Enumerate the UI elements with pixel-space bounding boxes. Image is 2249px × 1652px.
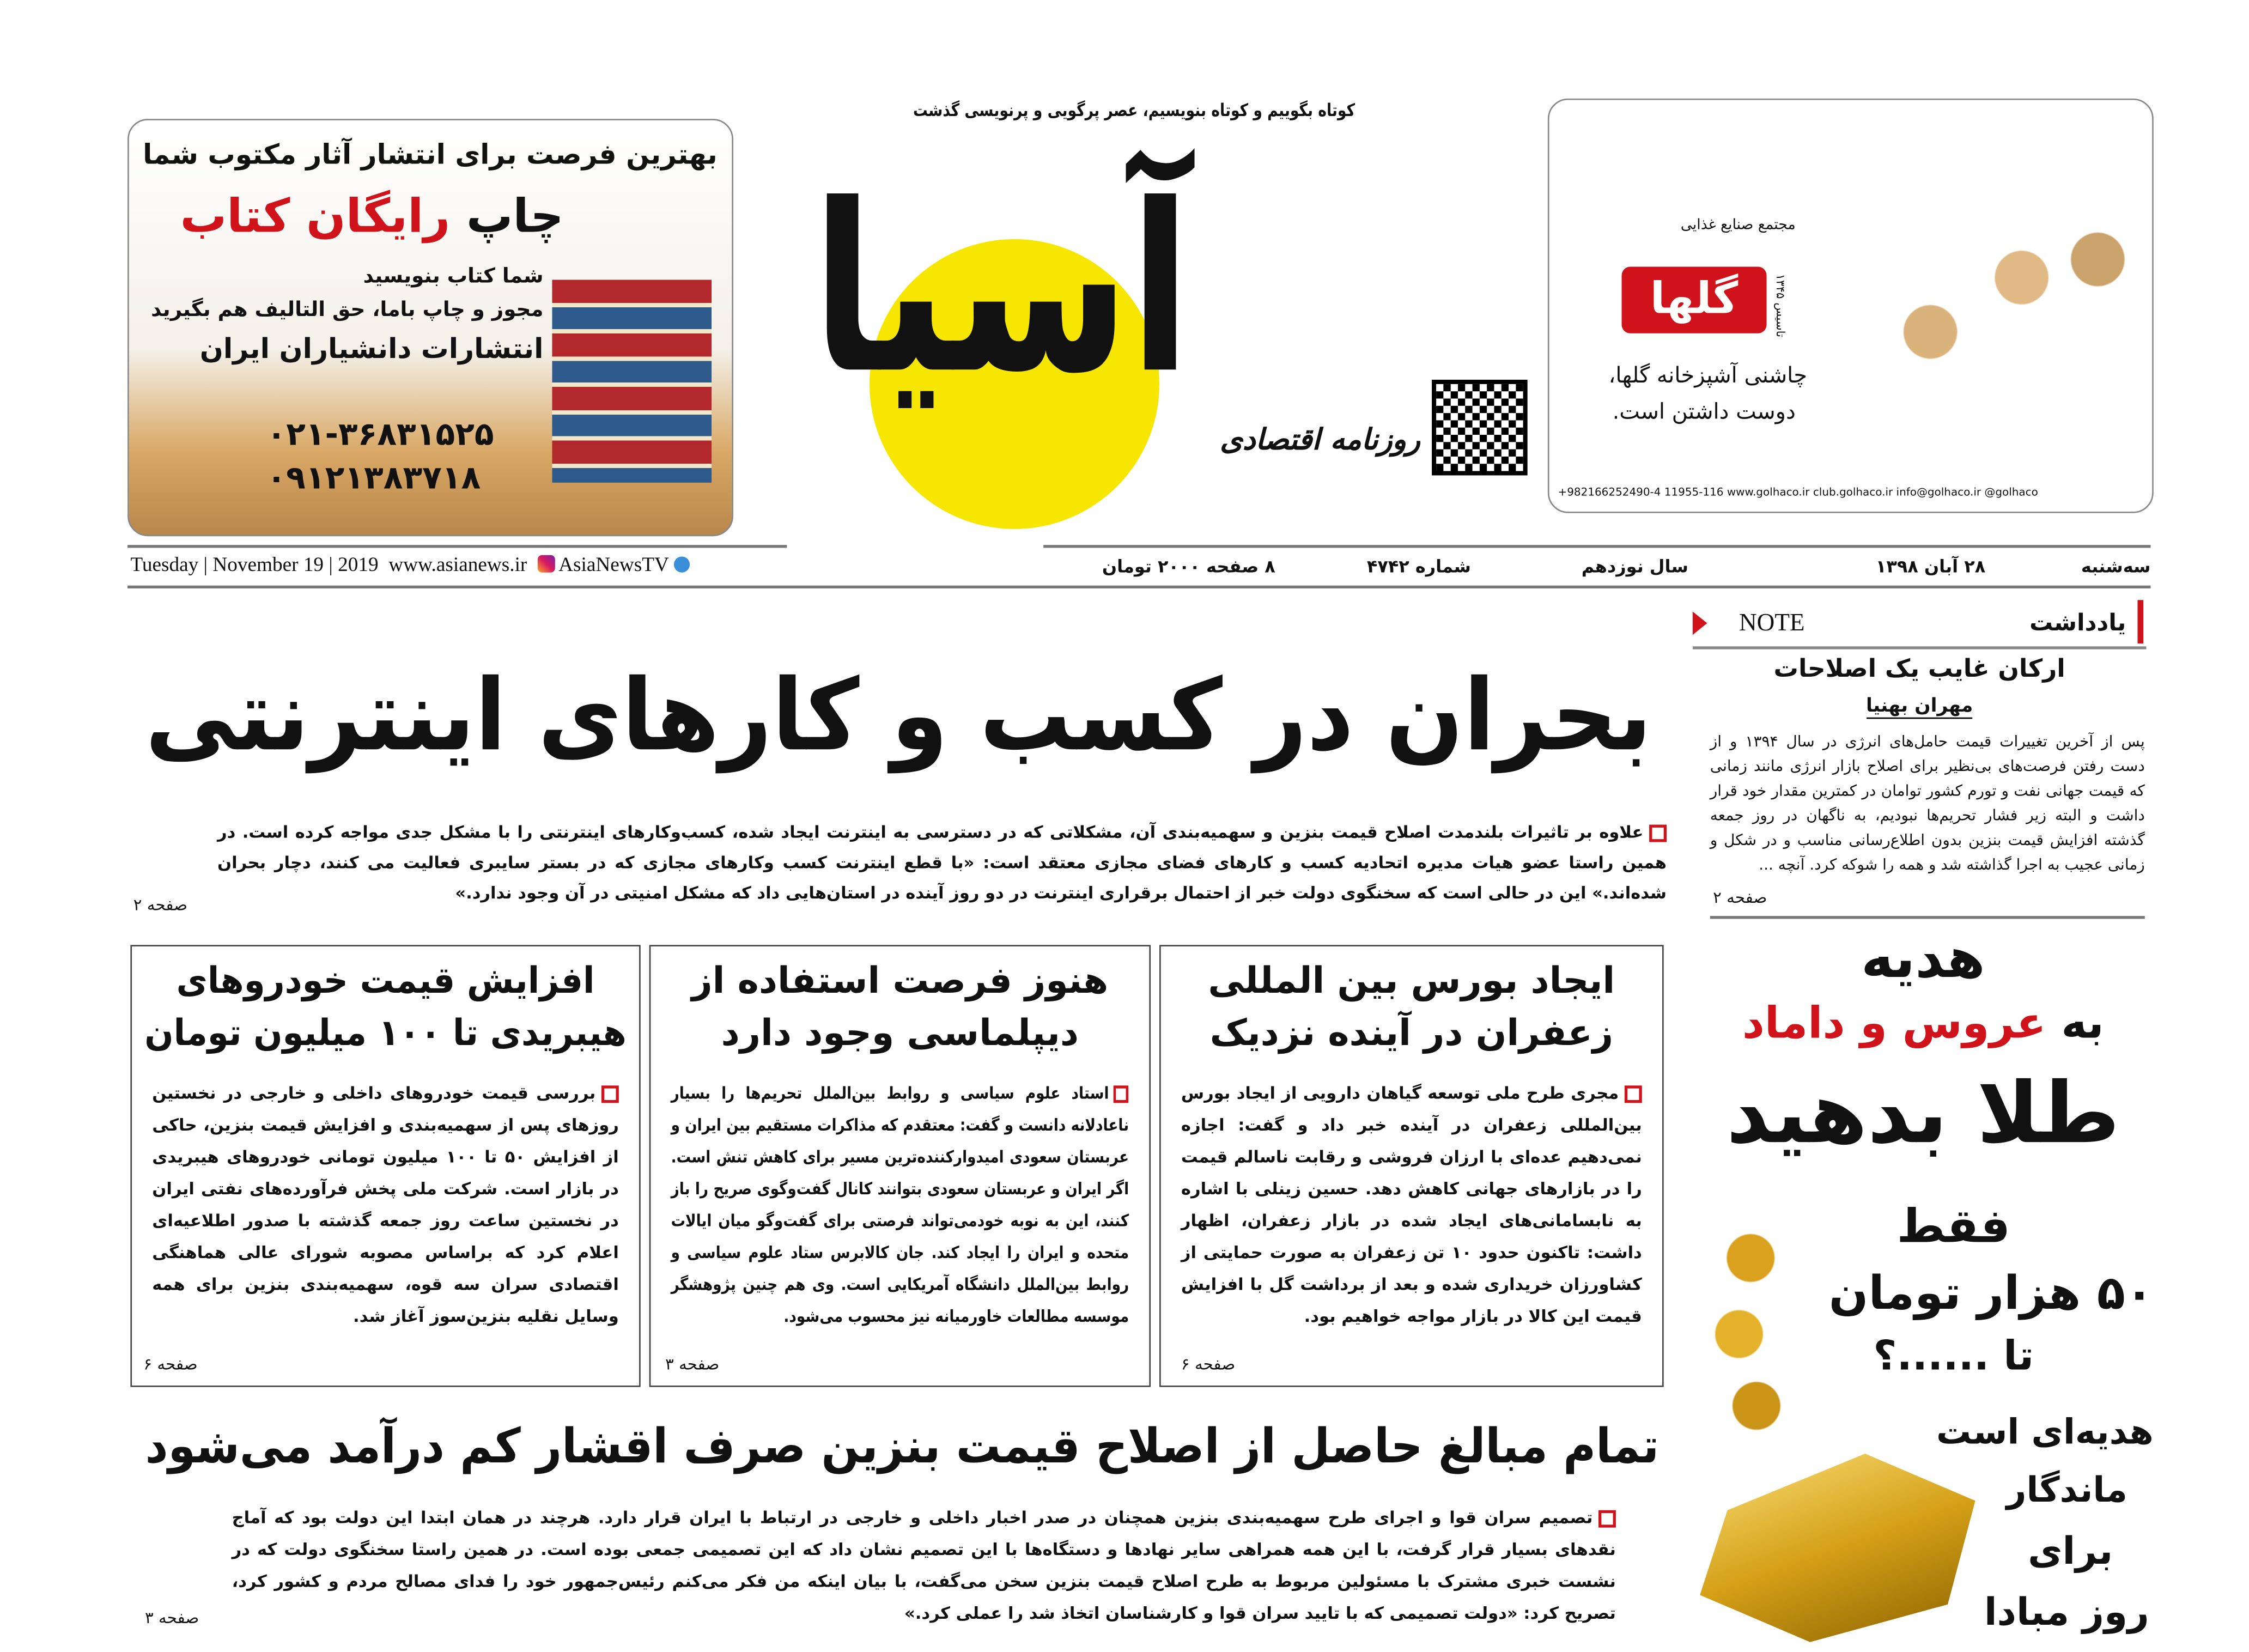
gold-ad-line3: طلا بدهید xyxy=(1726,1064,2120,1163)
instagram-icon xyxy=(537,555,555,573)
gold-ad-line1: هدیه xyxy=(1861,926,1985,990)
note-author xyxy=(1693,694,2147,720)
story-headline[interactable]: افزایش قیمت خودروهای هیبریدی تا ۱۰۰ میلیون تومان xyxy=(144,959,627,1054)
note-label-en: NOTE xyxy=(1739,609,1805,636)
lead-page-ref[interactable]: صفحه ۲ xyxy=(133,895,188,915)
qr-code[interactable] xyxy=(1432,380,1528,476)
bottom-body-text: تصمیم سران قوا و اجرای طرح سهمیه‌بندی بنزین همچنان در صدر اخبار داخلی و خارجی در ارتباط با ایران قرار دارد. هرچند در همان ابتدا این دولت بود که آماج نقدهای بسیار قرار گرفت، با این همه همراهی سایر نهادها و دستگاه‌ها با این تصمیم نشان داد که این تصمیمی جمعی بوده است. در همین راستا سخنگوی دولت که در نشست خبری مشترک با مسئولین مربوط به طرح اصلاح قیمت بنزین سخن می‌گفت، با بیان اینکه من فکر می‌کنم رئیس‌جمهور خود را فدای مصالح مردم و کشور کرد، تصریح کرد: «دولت تصمیمی که با تایید سران قوا و کارشناسان اتخاذ شد را عملی کرد.» xyxy=(232,1507,1616,1624)
bullet-icon xyxy=(1114,1085,1129,1102)
date-bar-left xyxy=(130,554,811,580)
divider xyxy=(127,545,787,548)
ad-book-title xyxy=(143,187,563,245)
books-image xyxy=(552,280,712,482)
golha-company: مجتمع صنایع غذایی xyxy=(1680,217,1796,234)
divider xyxy=(127,586,2150,588)
story-body-text: استاد علوم سیاسی و روابط بین‌الملل تحریم‌ها را بسیار ناعادلانه دانست و گفت: معتقدم که مذاکرات مستقیم بین ایران و عربستان سعودی امیدوارکننده‌ترین مسیر برای کاهش تنش است. اگر ایران و عربستان سعودی بتوانند کانال گفت‌وگوی صریح را باز کنند، این به نوبه خودمی‌تواند فرصتی برای گفت‌وگو میان ایالات متحده و ایران را ایجاد کند. جان کالابرس ستاد علوم سیاسی و روابط بین‌الملل دانشگاه آمریکایی است. وی هم چنین پژوهشگر موسسه مطالعات خاورمیانه نیز محسوب می‌شود. xyxy=(671,1083,1129,1326)
arrow-icon xyxy=(1693,612,1707,635)
divider xyxy=(1710,916,2145,919)
story-page-ref[interactable]: صفحه ۶ xyxy=(1181,1355,1236,1374)
story-hybrid-cars xyxy=(130,945,640,1387)
lead-body-text: علاوه بر تاثیرات بلندمدت اصلاح قیمت بنزین و سهمیه‌بندی آن، مشکلاتی که در دسترسی به اینترنت ایجاد شده، کسب‌وکارهای اینترنتی را با مشکل جدی مواجه کرده است. در همین راستا عضو هیات مدیره اتحادیه کسب و کارهای فضای مجازی معتقد است: «با قطع اینترنت کسب وکارهای مجازی که در بستر سایبری فعالیت می کنند، دچار بحران شده‌اند.» این در حالی است که سخنگوی دولت خبر از احتمال برقراری اینترنت در دو روز آینده در استان‌هایی داد که مشکل امنیتی در آن وجود ندارد.» xyxy=(217,822,1667,903)
gold-ad-line2 xyxy=(1693,997,2154,1052)
gold-ad-line7: هدیه‌ای است xyxy=(1936,1411,2154,1453)
note-author-name: مهران بهنیا xyxy=(1866,696,1973,719)
story-body-text: بررسی قیمت خودروهای داخلی و خارجی در نخستین روزهای پس از سهمیه‌بندی و افزایش قیمت بنزین، حاکی از افزایش ۵۰ تا ۱۰۰ میلیون تومانی خودروهای هیبریدی در بازار است. شرکت ملی پخش فرآورده‌های نفتی ایران در نخستین ساعت روز جمعه گذشته با صدور اطلاعیه‌ای اعلام کرد که براساس مصوبه شورای عالی هماهنگی اقتصادی سران سه قوه، سهمیه‌بندی بنزین برای همه وسایل نقلیه بنزین‌سوز آغاز شد. xyxy=(152,1083,619,1326)
gold-ad-line10: روز مبادا xyxy=(1984,1591,2149,1635)
gold-ad-line2-b: عروس و داماد xyxy=(1742,998,2046,1049)
story-body xyxy=(152,1077,619,1332)
story-body xyxy=(671,1077,1129,1332)
lead-headline[interactable]: بحران در کسب‌ و کارهای اینترنتی xyxy=(145,659,1652,774)
ad-book-title-a: چاپ xyxy=(466,188,564,244)
book-ad[interactable] xyxy=(127,119,733,536)
masthead-tagline: کوتاه بگوییم و کوتاه بنویسیم، عصر پرگویی و پرنویسی گذشت xyxy=(913,100,1356,120)
persian-date: ۲۸ آبان ۱۳۹۸ xyxy=(1875,556,1986,577)
ad-book-phone2: ۰۹۱۲۱۳۸۳۷۱۸ xyxy=(266,460,481,497)
note-title[interactable]: ارکان غایب یک اصلاحات xyxy=(1773,655,2065,684)
note-label-fa: یادداشت xyxy=(2029,609,2126,636)
story-page-ref[interactable]: صفحه ۶ xyxy=(143,1355,198,1374)
weekday: سه‌شنبه xyxy=(2081,556,2151,577)
story-headline[interactable]: ایجاد بورس بین المللی زعفران در آینده نزدیک xyxy=(1208,959,1615,1054)
gold-ad-line6: تا ......؟ xyxy=(1873,1332,2034,1380)
golha-logo: گلها xyxy=(1622,266,1767,333)
masthead-logo: آسیا xyxy=(812,153,1192,425)
verified-icon xyxy=(674,556,690,572)
bullet-icon xyxy=(601,1085,619,1102)
bullet-icon xyxy=(1649,824,1667,841)
bottom-body xyxy=(232,1502,1616,1629)
lead-body xyxy=(217,817,1667,909)
volume-year: سال نوزدهم xyxy=(1581,556,1688,577)
gold-ad-line4: فقط xyxy=(1897,1198,2010,1254)
bullet-icon xyxy=(1598,1509,1616,1527)
golha-since: تاسیس ۱۳۴۵ xyxy=(1773,274,1787,338)
story-diplomacy xyxy=(649,945,1151,1387)
story-saffron xyxy=(1159,945,1664,1387)
divider xyxy=(1043,545,2150,548)
gold-coins-image xyxy=(1693,1214,1809,1432)
story-page-ref[interactable]: صفحه ۳ xyxy=(665,1355,720,1374)
note-accent-bar xyxy=(2138,600,2144,643)
ad-book-title-b: رایگان کتاب xyxy=(180,188,451,244)
pages-price: ۸ صفحه ۲۰۰۰ تومان xyxy=(1102,556,1275,577)
ad-book-line1: بهترین فرصت برای انتشار آثار مکتوب شما xyxy=(143,139,718,171)
bottom-page-ref[interactable]: صفحه ۳ xyxy=(145,1608,199,1628)
note-header xyxy=(1693,600,2147,649)
bullet-icon xyxy=(1625,1085,1642,1102)
english-date: Tuesday | November 19 | 2019 xyxy=(130,555,379,577)
gold-ad-line8: ماندگار xyxy=(2006,1469,2128,1510)
ad-book-publisher: انتشارات دانشیاران ایران xyxy=(199,333,544,366)
golha-contacts: +982166252490-4 11955-116 www.golhaco.ir club.golhaco.ir info@golhaco.ir @golhaco xyxy=(1558,485,2038,499)
masthead-subtitle: روزنامه اقتصادی xyxy=(1220,422,1420,457)
note-page-ref[interactable]: صفحه ۲ xyxy=(1713,888,1767,908)
note-body: پس از آخرین تغییرات قیمت حامل‌های انرژی در سال ۱۳۹۴ و از دست رفتن فرصت‌های بی‌نظیر برای اصلاح بازار انرژی مانند زمانی که قیمت جهانی نفت و تورم کشور توامان در کمترین مقدار خود قرار داشت و البته زیر فشار تحریم‌ها نبودیم، به ناگهان در روز جمعه گذشته افزایش قیمت بنزین بدون اطلاع‌رسانی مناسب و در شکل و زمانی عجیب به اجرا گذاشته شد و همه را شوکه کرد. آنچه ... xyxy=(1710,733,2145,874)
golha-slogan-1: چاشنی آشپزخانه گلها، xyxy=(1608,362,1808,388)
ad-book-phone1: ۰۲۱-۳۶۸۳۱۵۲۵ xyxy=(266,417,494,454)
gold-gift-ad[interactable] xyxy=(1693,925,2154,1652)
story-body-text: مجری طرح ملی توسعه گیاهان دارویی از ایجاد بورس بین‌المللی زعفران در آینده خبر داد و گفت: اجازه نمی‌دهیم عده‌ای با ارزان فروشی و رقابت ناسالم قیمت را در بازارهای جهانی کاهش دهد. حسین زینلی با اشاره به نابسامانی‌های ایجاد شده در بازار زعفران، اظهار داشت: تاکنون حدود ۱۰ تن زعفران به صورت حمایتی از کشاورزان خریداری شده و بعد از برداشت گل با افزایش قیمت این کالا در بازار مواجه خواهیم بود. xyxy=(1181,1083,1642,1326)
ad-book-line4: مجوز و چاپ باما، حق التالیف هم بگیرید xyxy=(151,298,544,322)
instagram-handle[interactable]: AsiaNewsTV xyxy=(558,555,669,577)
story-headline[interactable]: هنوز فرصت استفاده از دیپلماسی وجود دارد xyxy=(691,959,1109,1054)
gold-ad-line9: برای xyxy=(2028,1530,2113,1574)
gold-ad-line2-a: به xyxy=(2061,998,2104,1049)
spoons-image xyxy=(1839,114,2144,477)
website-link[interactable]: www.asianews.ir xyxy=(388,555,527,577)
gold-ad-line5: ۵۰ هزار تومان xyxy=(1828,1265,2154,1321)
bottom-headline[interactable]: تمام مبالغ حاصل از اصلاح قیمت بنزین صرف اقشار کم درآمد می‌شود xyxy=(145,1417,1660,1474)
golha-ad[interactable] xyxy=(1548,99,2154,513)
issue-number: شماره ۴۷۴۲ xyxy=(1366,556,1471,577)
story-body xyxy=(1181,1077,1642,1332)
gold-bars-image xyxy=(1700,1454,1975,1642)
golha-slogan-2: دوست داشتن است. xyxy=(1612,398,1796,425)
ad-book-line3: شما کتاب بنویسید xyxy=(363,265,544,289)
